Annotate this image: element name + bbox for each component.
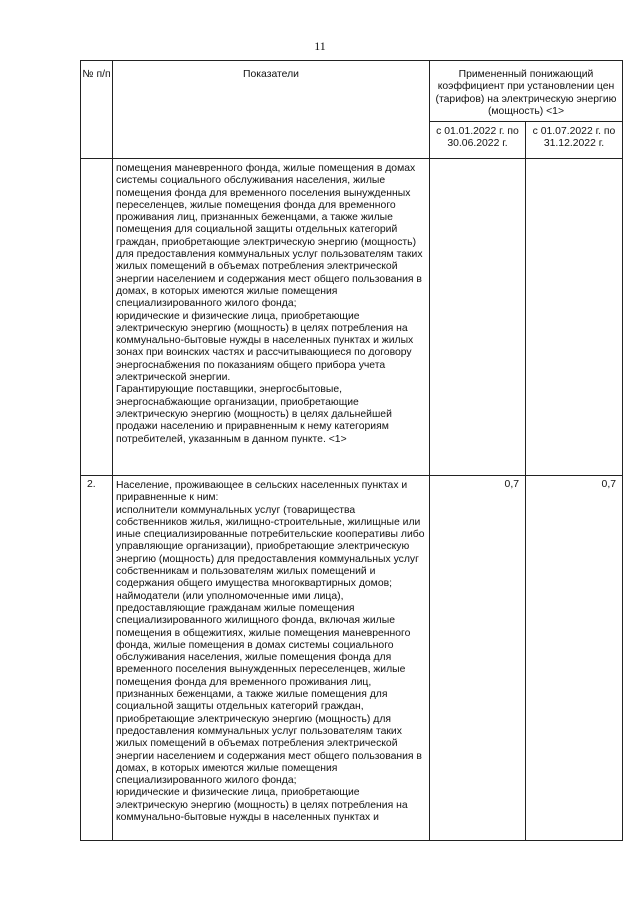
header-row [81, 61, 623, 122]
header-coefficient-group: Примененный понижающий коэффициент при установлении цен (тарифов) на электрическую энергию (мощность) <1> [430, 61, 623, 122]
row-indicator-text [113, 476, 430, 841]
header-indicators: Показатели [113, 61, 430, 159]
row-value-period-1: 0,7 [430, 476, 526, 841]
table-row [81, 159, 623, 476]
page-number: 11 [314, 39, 326, 53]
tariff-coefficient-table [80, 60, 623, 841]
header-period-1: с 01.01.2022 г. по 30.06.2022 г. [430, 122, 526, 159]
row-value-period-2 [526, 159, 623, 476]
row-paragraph: юридические и физические лица, приобретающие электрическую энергию (мощность) в целях потребления на коммунально-бытовые нужды в населенных пунктах и [116, 787, 408, 824]
header-period-2: с 01.07.2022 г. по 31.12.2022 г. [526, 122, 623, 159]
row-value-period-2: 0,7 [526, 476, 623, 841]
row-number: 2. [81, 476, 113, 841]
row-paragraph: Население, проживающее в сельских населенных пунктах и приравненные к ним: [116, 480, 408, 504]
row-paragraph: юридические и физические лица, приобретающие электрическую энергию (мощность) в целях потребления на коммунально-бытовые нужды в населенных пунктах и жилых зонах при воинских частях и рассчитывающиеся по договору энергоснабжения по показаниям общего прибора учета электрической энергии. [116, 310, 414, 384]
row-value-period-1 [430, 159, 526, 476]
row-number [81, 159, 113, 476]
row-paragraph: помещения маневренного фонда, жилые помещения в домах системы социального обслуживания населения, жилые помещения фонда для временного поселения вынужденных переселенцев, жилые помещения фонда для временного проживания лиц, признанных беженцами, а также жилые помещения для социальной защиты отдельных категорий граждан, приобретающие электрическую энергию (мощность) для предоставления коммунальных услуг пользователям таких жилых помещений в объемах потребления электрической энергии населением и содержания мест общего пользования в домах, в которых имеются жилые помещения специализированного жилого фонда; [116, 163, 423, 310]
header-num: № п/п [81, 61, 113, 159]
row-paragraph: Гарантирующие поставщики, энергосбытовые, энергоснабжающие организации, приобретающие электрическую энергию (мощность) в целях дальнейшей продажи населению и приравненным к нему категориям потребителей, указанным в данном пункте. <1> [116, 384, 392, 445]
row-indicator-text [113, 159, 430, 476]
table-row [81, 476, 623, 841]
row-paragraph: исполнители коммунальных услуг (товарищества собственников жилья, жилищно-строительные, жилищные или иные специализированные потребительские кооперативы либо управляющие организации), приобретающие электрическую энергию (мощность) для предоставления коммунальных услуг собственникам и пользователям жилых помещений и содержания общего имущества многоквартирных домов; наймодатели (или уполномоченные ими лица), предоставляющие гражданам жилые помещения специализированного жилищного фонда, включая жилые помещения в общежитиях, жилые помещения маневренного фонда, жилые помещения в домах системы социального обслуживания населения, жилые помещения фонда для временного поселения вынужденных переселенцев, жилые помещения фонда для временного проживания лиц, признанных беженцами, а также жилые помещения для социальной защиты отдельных категорий граждан, приобретающие электрическую энергию (мощность) для предоставления коммунальных услуг пользователям таких жилых помещений в объемах потребления электрической энергии населением и содержания мест общего пользования в домах, в которых имеются жилые помещения специализированного жилого фонда; [116, 504, 425, 787]
